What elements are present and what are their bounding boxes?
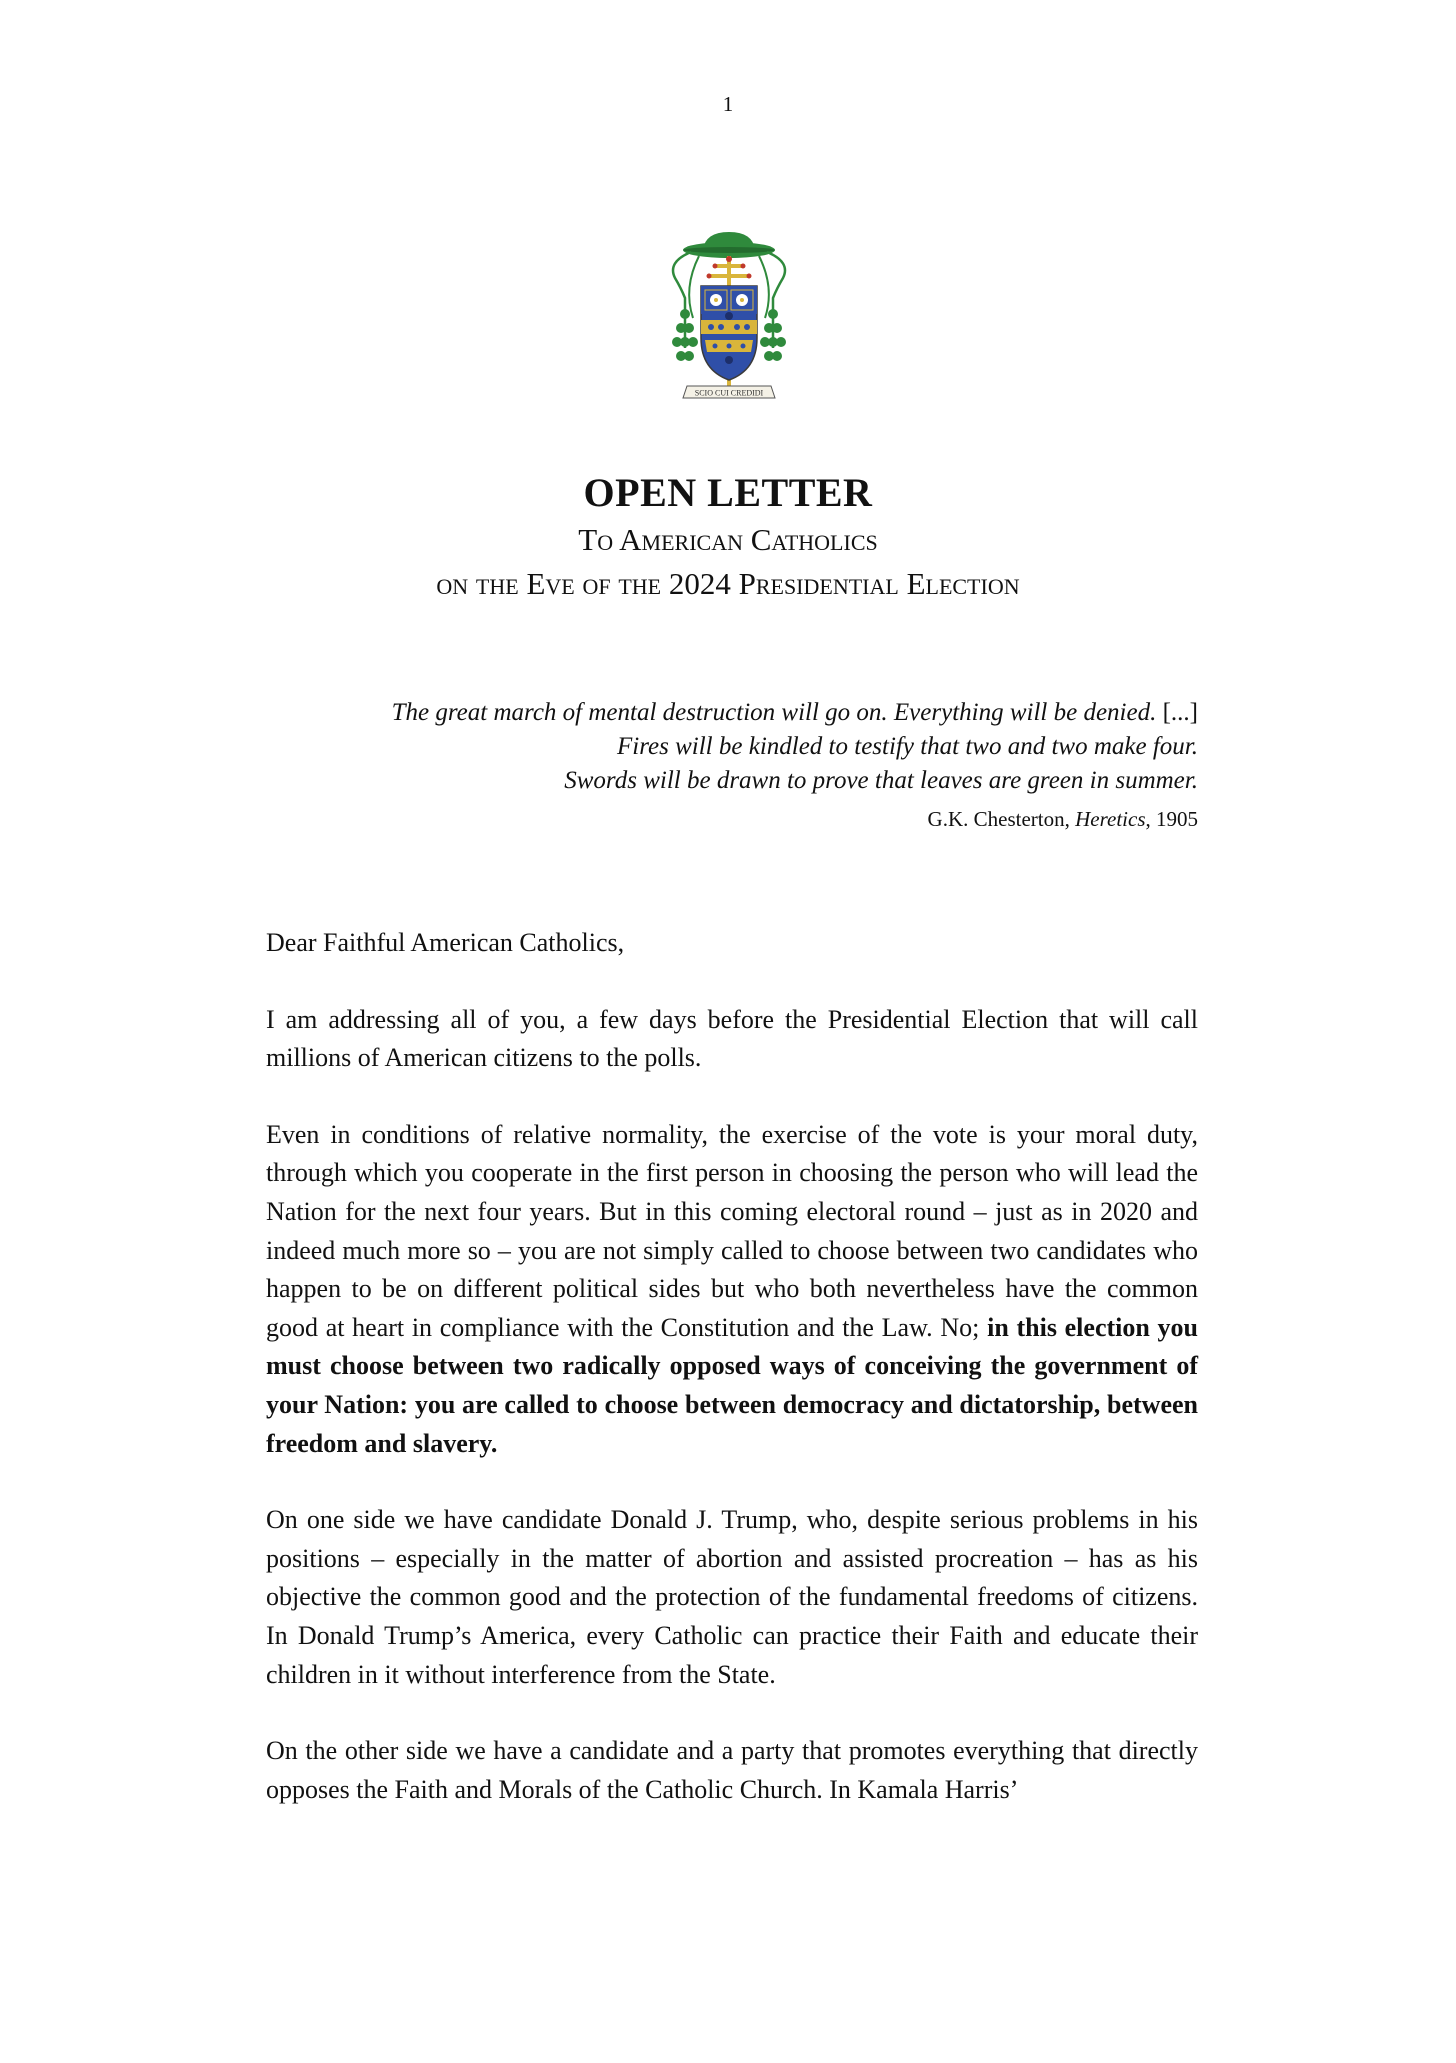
epigraph-line-3: Swords will be drawn to prove that leaves are green in summer. <box>564 767 1198 794</box>
subtitle-line-2: on the Eve of the 2024 Presidential Election <box>436 566 1020 601</box>
paragraph-3: On one side we have candidate Donald J. Trump, who, despite serious problems in his positions – especially in the matter of abortion and assisted procreation – has as his objective the common good and the protection of the fundamental freedoms of citizens. In Donald Trump’s America, every Catholic can practice their Faith and educate their children in it without interference from the State. <box>266 1505 1198 1689</box>
epigraph-work: Heretics <box>1075 807 1146 831</box>
episcopal-coat-of-arms-icon <box>663 228 795 418</box>
epigraph-year: , 1905 <box>1145 807 1198 831</box>
page-title: OPEN LETTER <box>583 470 873 515</box>
title-block <box>0 468 1456 606</box>
epigraph-line-1 <box>392 696 1198 730</box>
page-number: 1 <box>722 92 734 116</box>
paragraph-2-text: Even in conditions of relative normality, the exercise of the vote is your moral duty, through which you cooperate in the first person in choosing the person who will lead the Nation for the next four years. But in this coming electoral round – just as in 2020 and indeed much more so – you are not simply called to choose between two candidates who happen to be on different political sides but who both nevertheless have the common good at heart in compliance with the Constitution and the Law. No; <box>266 1119 1198 1342</box>
paragraph-2 <box>266 1116 1198 1463</box>
epigraph <box>392 696 1198 836</box>
epigraph-line-1-text: The great march of mental destruction will go on. Everything will be denied. <box>391 699 1157 726</box>
paragraph-2-emphasis: in this election you must choose between two radically opposed ways of conceiving the government of your Nation: you are called to choose between democracy and dictatorship, between freedom and slavery. <box>266 1312 1198 1458</box>
subtitle-line-1: To American Catholics <box>578 522 878 557</box>
epigraph-line-2: Fires will be kindled to testify that two and two make four. <box>617 733 1198 760</box>
salutation: Dear Faithful American Catholics, <box>266 928 625 957</box>
epigraph-author: G.K. Chesterton, <box>927 807 1070 831</box>
paragraph-4: On the other side we have a candidate and a party that promotes everything that directly opposes the Faith and Morals of the Catholic Church. In Kamala Harris’ <box>266 1736 1198 1804</box>
letter-body <box>266 924 1198 1847</box>
epigraph-ellipsis: [...] <box>1162 699 1198 726</box>
motto-text: SCIO CUI CREDIDI <box>694 388 764 398</box>
paragraph-1: I am addressing all of you, a few days before the Presidential Election that will call millions of American citizens to the polls. <box>266 1004 1198 1073</box>
epigraph-attribution <box>392 802 1198 836</box>
